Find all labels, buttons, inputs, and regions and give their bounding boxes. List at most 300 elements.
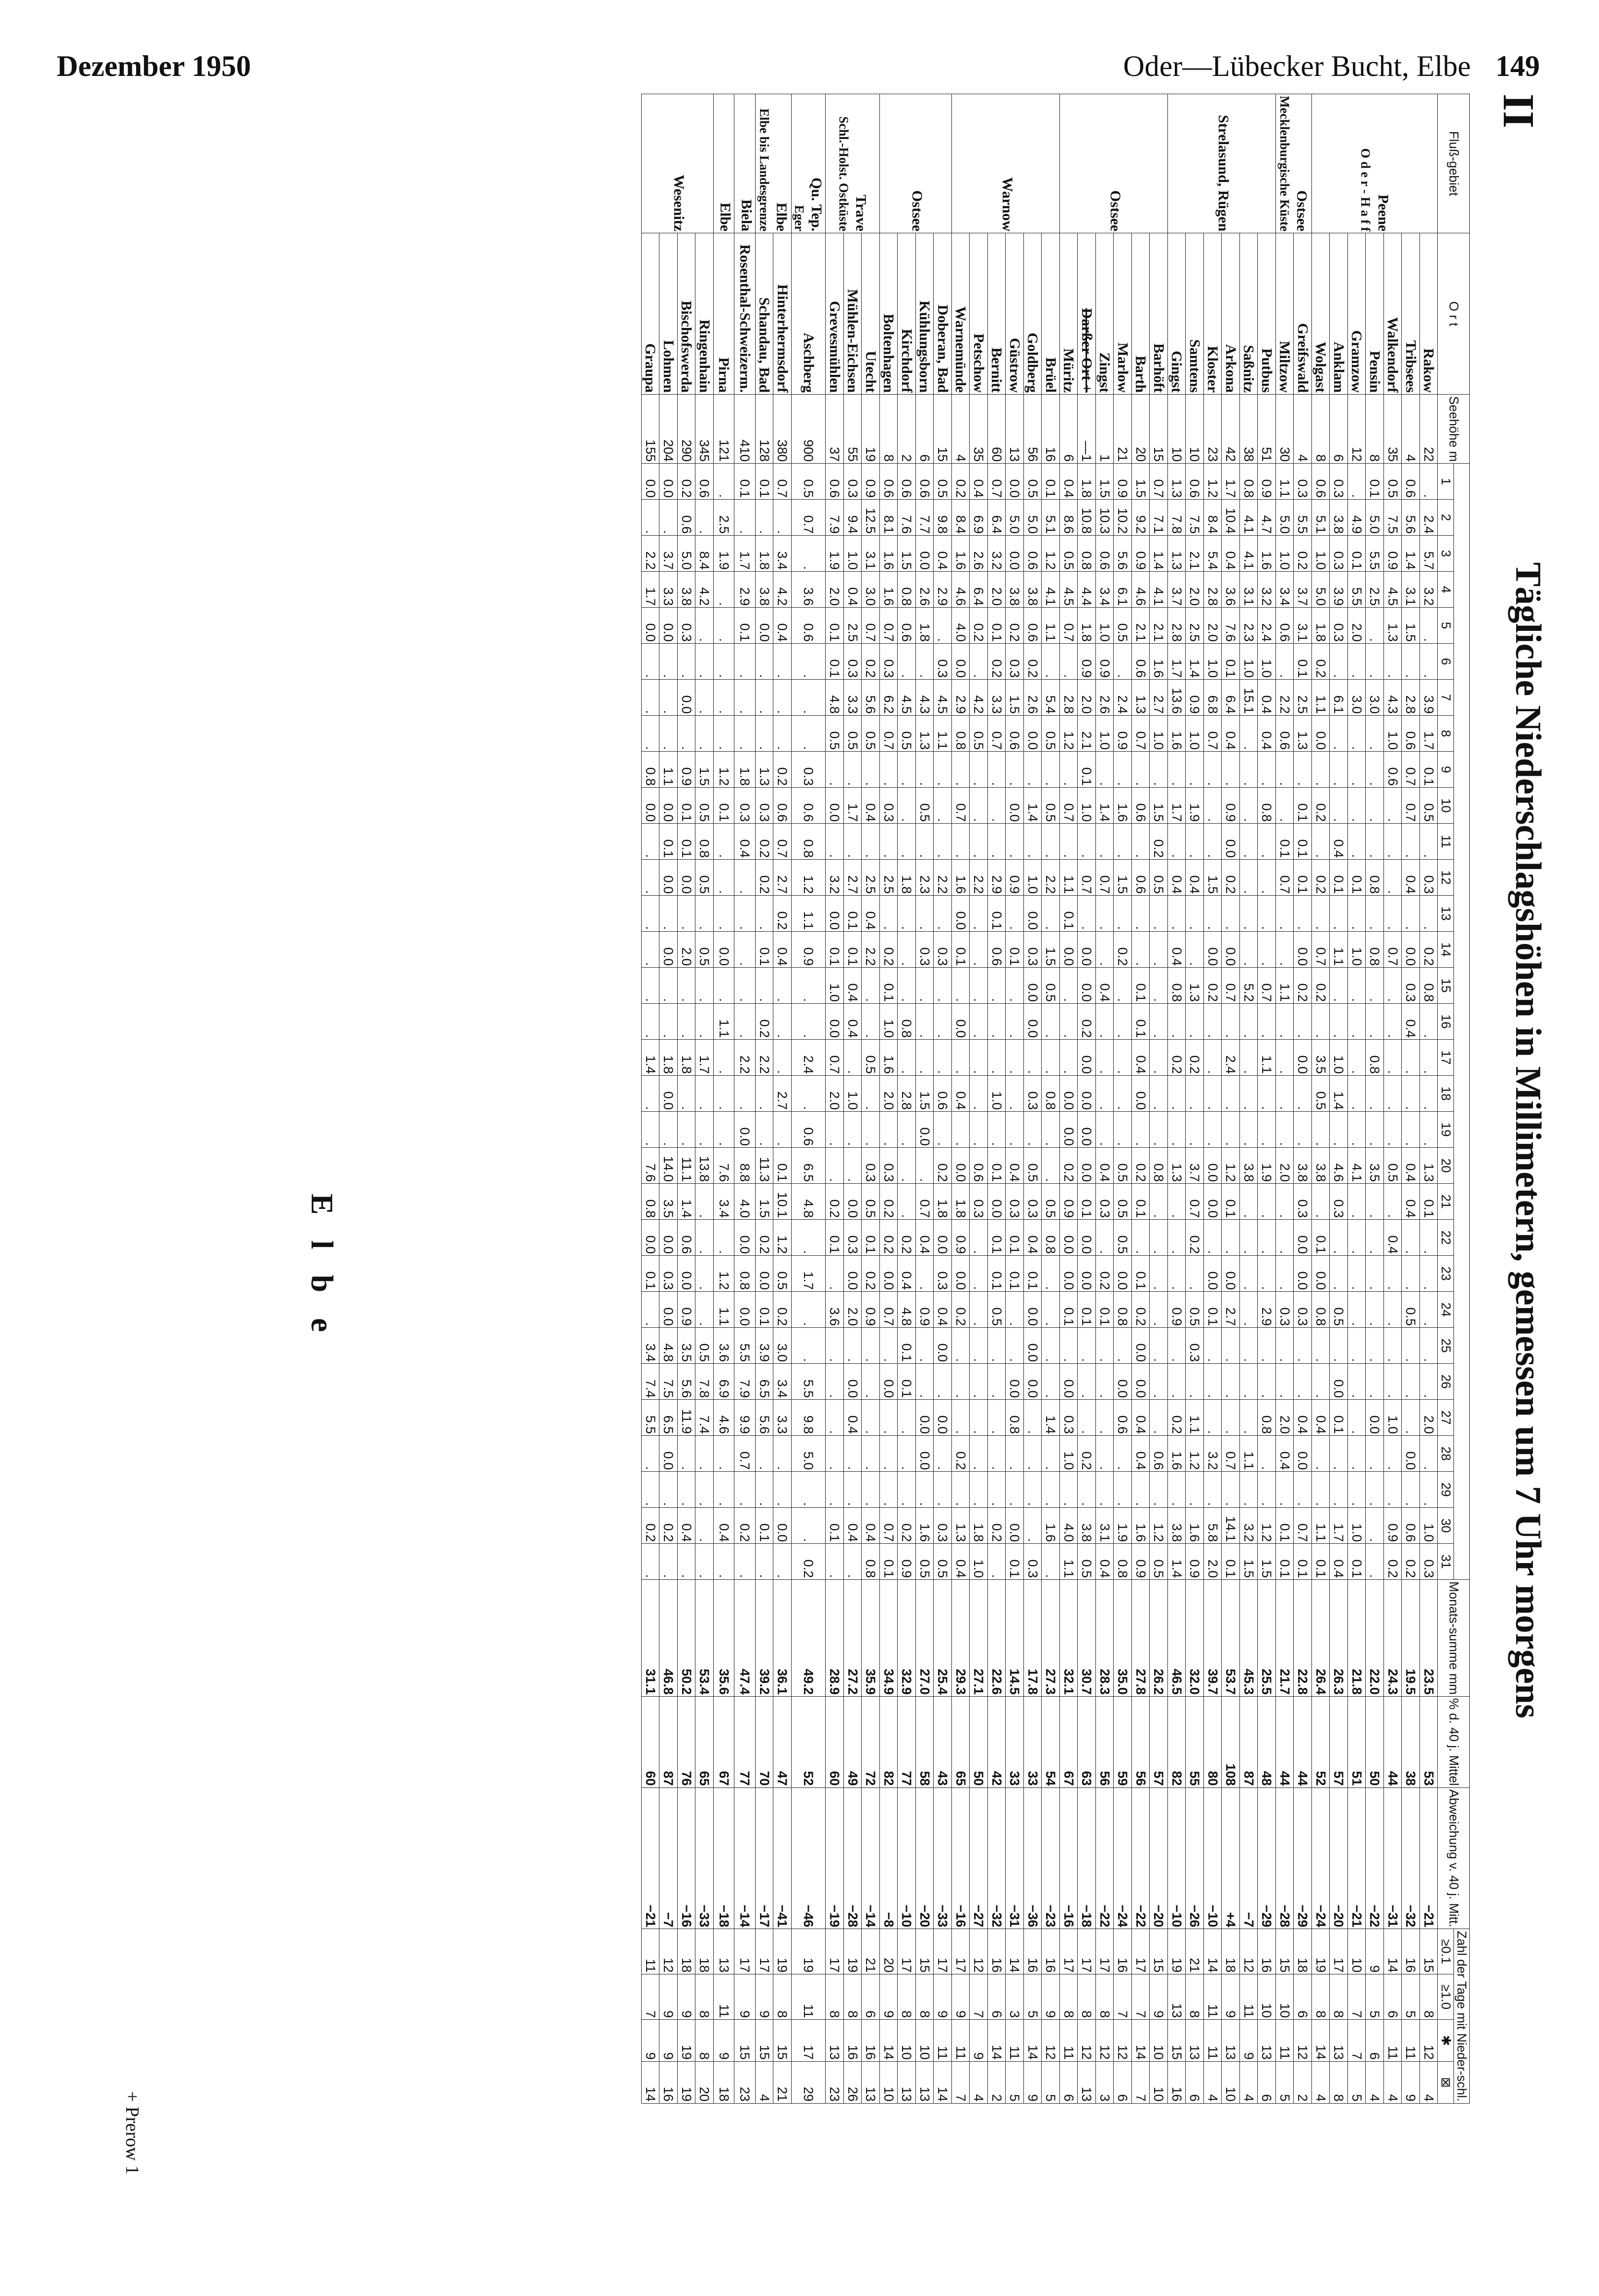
days-count: 13 (898, 2061, 916, 2103)
day-value: 1.5 (695, 752, 714, 788)
day-value: 0.2 (862, 644, 880, 680)
day-value: 0.4 (843, 968, 862, 1004)
station-name: Samtens (1186, 233, 1204, 395)
day-value: . (1383, 1076, 1402, 1112)
day-value: . (1383, 968, 1402, 1004)
day-value: . (1150, 1400, 1168, 1436)
day-value: 13.8 (695, 1148, 714, 1184)
day-value: . (1114, 1076, 1132, 1112)
day-value: . (1023, 1400, 1042, 1436)
day-value: 3.1 (1239, 572, 1258, 608)
day-value: 0.0 (1294, 1256, 1312, 1292)
day-value: . (1366, 752, 1384, 788)
day-value: . (934, 752, 952, 788)
day-value: . (1258, 824, 1276, 860)
day-value: . (1330, 1004, 1348, 1040)
day-value: . (1275, 932, 1294, 968)
monthly-sum: 53.4 (695, 1580, 714, 1697)
days-count: 8 (1095, 1974, 1114, 2020)
day-value: 1.0 (1275, 536, 1294, 572)
day-value: 1.6 (1150, 644, 1168, 680)
day-value: 0.5 (695, 1328, 714, 1364)
day-value: . (1347, 1184, 1366, 1220)
percent-of-mean: 77 (898, 1696, 916, 1787)
day-value: . (934, 824, 952, 860)
days-count: 13 (713, 1929, 734, 1974)
day-value: . (1366, 1112, 1384, 1148)
days-count: 11 (1275, 2020, 1294, 2062)
day-value: 0.8 (1042, 1220, 1060, 1256)
day-value: 0.1 (755, 464, 773, 500)
day-value: 0.5 (915, 1544, 934, 1580)
days-count: 10 (1222, 2061, 1240, 2103)
day-value: . (1419, 1076, 1438, 1112)
day-value: 0.5 (1419, 788, 1438, 824)
day-value: . (1347, 968, 1366, 1004)
day-value: . (934, 788, 952, 824)
days-count: 11 (951, 2020, 970, 2062)
day-value: . (1167, 896, 1186, 932)
day-value: 0.0 (843, 1364, 862, 1400)
day-value: 0.3 (1294, 464, 1312, 500)
day-value: 5.5 (791, 1364, 826, 1400)
day-value: . (970, 1040, 988, 1076)
day-value: 3.0 (1366, 680, 1384, 716)
days-count: 8 (898, 1974, 916, 2020)
day-value: 1.8 (755, 536, 773, 572)
monthly-sum: 27.2 (843, 1580, 862, 1697)
table-row (1275, 94, 1294, 2104)
day-value: 0.9 (1114, 464, 1132, 500)
day-value: . (862, 824, 880, 860)
day-value: 0.3 (1023, 1184, 1042, 1220)
day-value: . (713, 1112, 734, 1148)
day-value: 0.0 (1294, 1436, 1312, 1472)
day-value: 0.3 (1275, 1292, 1294, 1328)
day-value: . (791, 1292, 826, 1328)
day-value: 0.0 (641, 464, 659, 500)
day-value: 0.1 (1275, 1508, 1294, 1544)
day-value: . (879, 1112, 898, 1148)
col-day: 17 (1438, 1040, 1454, 1076)
day-value: . (1186, 932, 1204, 968)
day-value: 0.6 (677, 1220, 695, 1256)
day-value: 1.1 (1275, 464, 1294, 500)
day-value: . (898, 1112, 916, 1148)
day-value: . (1222, 896, 1240, 932)
elevation: 56 (1023, 395, 1042, 464)
header-region-text: Oder—Lübecker Bucht, Elbe (1123, 50, 1471, 82)
day-value: 1.0 (843, 536, 862, 572)
days-count: 21 (1186, 1929, 1204, 1974)
day-value: . (1383, 1436, 1402, 1472)
day-value: 0.6 (1402, 464, 1420, 500)
day-value: 0.6 (1095, 536, 1114, 572)
day-value: 0.3 (934, 932, 952, 968)
day-value: . (1114, 896, 1132, 932)
day-value: 0.4 (1006, 1148, 1024, 1184)
day-value: 3.2 (1419, 572, 1438, 608)
days-count: 19 (791, 1929, 826, 1974)
day-value: . (755, 716, 773, 752)
day-value: . (1258, 932, 1276, 968)
day-value: 4.0 (734, 1184, 756, 1220)
days-count: 9 (641, 2020, 659, 2062)
day-value: . (826, 1364, 844, 1400)
day-value: 2.2 (934, 860, 952, 896)
day-value: . (773, 1004, 792, 1040)
day-value: . (843, 1436, 862, 1472)
day-value: 0.3 (879, 1148, 898, 1184)
table-row (898, 94, 916, 2104)
day-value: . (1006, 1112, 1024, 1148)
day-value: . (755, 1472, 773, 1508)
day-value: 5.1 (1311, 500, 1330, 536)
percent-of-mean: 42 (987, 1696, 1006, 1787)
day-value: . (970, 1004, 988, 1040)
day-value: 0.8 (1366, 1040, 1384, 1076)
day-value: 0.2 (1167, 1400, 1186, 1436)
deviation: −22 (1366, 1787, 1384, 1929)
day-value: 0.5 (1330, 1292, 1348, 1328)
day-value: 3.4 (641, 1328, 659, 1364)
day-value: 0.8 (898, 572, 916, 608)
day-value: . (1366, 1220, 1384, 1256)
day-value: 0.7 (951, 788, 970, 824)
day-value: . (970, 752, 988, 788)
day-value: 0.5 (1186, 1292, 1204, 1328)
day-value: 2.8 (1059, 680, 1078, 716)
day-value: . (1203, 1472, 1222, 1508)
day-value: 3.2 (1258, 572, 1276, 608)
day-value: . (1150, 1292, 1168, 1328)
day-value: . (826, 1328, 844, 1364)
day-value: . (1239, 1328, 1258, 1364)
day-value: 1.3 (1131, 680, 1150, 716)
deviation: −33 (695, 1787, 714, 1929)
day-value: 0.9 (1131, 1544, 1150, 1580)
day-value: 0.0 (1059, 1112, 1078, 1148)
day-value: . (1402, 1112, 1420, 1148)
day-value: . (1419, 1004, 1438, 1040)
station-name: Kirchdorf (898, 233, 916, 395)
day-value: . (1150, 1112, 1168, 1148)
day-value: . (1419, 1040, 1438, 1076)
monthly-sum: 32.9 (898, 1580, 916, 1697)
percent-of-mean: 33 (1006, 1696, 1024, 1787)
day-value: . (826, 752, 844, 788)
day-value: . (1114, 1472, 1132, 1508)
day-value: 3.5 (1311, 1040, 1330, 1076)
day-value: 3.2 (1203, 1436, 1222, 1472)
day-value: 0.0 (879, 1364, 898, 1400)
day-value: 0.8 (1366, 860, 1384, 896)
day-value: 0.5 (970, 716, 988, 752)
day-value: 0.9 (862, 1292, 880, 1328)
day-value: . (773, 1040, 792, 1076)
day-value: 0.3 (734, 788, 756, 824)
days-count: 12 (659, 1929, 678, 1974)
days-count: 3 (1095, 2061, 1114, 2103)
day-value: . (755, 1112, 773, 1148)
day-value: . (773, 968, 792, 1004)
day-value: 0.0 (659, 1292, 678, 1328)
deviation: −24 (1114, 1787, 1132, 1929)
day-value: 0.0 (951, 896, 970, 932)
day-value: . (1294, 1328, 1312, 1364)
day-value: 0.3 (879, 788, 898, 824)
day-value: . (1258, 860, 1276, 896)
day-value: 0.5 (1114, 608, 1132, 644)
table-row (659, 94, 678, 2104)
deviation: −36 (1023, 1787, 1042, 1929)
elevation: 30 (1275, 395, 1294, 464)
day-value: 0.9 (1222, 788, 1240, 824)
day-value: . (1006, 968, 1024, 1004)
day-value: 0.0 (915, 1400, 934, 1436)
days-count: 14 (1311, 2020, 1330, 2062)
deviation: −31 (1006, 1787, 1024, 1929)
day-value: 0.5 (987, 1292, 1006, 1328)
col-day: 8 (1438, 716, 1454, 752)
day-value: 0.4 (1095, 968, 1114, 1004)
day-value: 0.2 (898, 1508, 916, 1544)
days-count: 8 (773, 1974, 792, 2020)
day-value: . (879, 1400, 898, 1436)
days-count: 8 (695, 2020, 714, 2062)
day-value: 0.6 (1311, 464, 1330, 500)
day-value: 5.0 (1311, 572, 1330, 608)
day-value: . (773, 644, 792, 680)
flussgebiet-cell (826, 94, 880, 233)
days-count: 8 (915, 1974, 934, 2020)
day-value: 0.0 (1023, 1328, 1042, 1364)
day-value: 0.0 (641, 788, 659, 824)
day-value: 7.5 (659, 1364, 678, 1400)
day-value: 3.8 (1078, 1508, 1096, 1544)
day-value: . (1239, 788, 1258, 824)
day-value: 0.2 (1078, 1436, 1096, 1472)
day-value: . (1239, 1004, 1258, 1040)
flussgebiet-cell (1275, 94, 1311, 233)
day-value: . (1311, 1112, 1330, 1148)
day-value: 4.4 (1078, 572, 1096, 608)
day-value: 0.1 (1311, 1220, 1330, 1256)
day-value: . (1383, 1472, 1402, 1508)
sub-basin-label: Ostsee (1294, 190, 1310, 232)
day-value: . (843, 1148, 862, 1184)
day-value: . (1275, 788, 1294, 824)
day-value: . (773, 680, 792, 716)
day-value: 5.6 (1114, 536, 1132, 572)
day-value: . (1095, 1364, 1114, 1400)
day-value: 0.1 (1330, 1400, 1348, 1436)
day-value: 0.0 (826, 788, 844, 824)
day-value: . (1311, 1436, 1330, 1472)
day-value: . (1114, 644, 1132, 680)
elevation: 10 (1186, 395, 1204, 464)
day-value: . (1347, 1220, 1366, 1256)
basin-label: Eger (792, 205, 806, 232)
day-value: . (1078, 1472, 1096, 1508)
day-value: . (1258, 1112, 1276, 1148)
day-value: . (898, 1436, 916, 1472)
elevation: 35 (1383, 395, 1402, 464)
table-row (713, 94, 734, 2104)
day-value: . (755, 500, 773, 536)
col-day: 23 (1438, 1256, 1454, 1292)
day-value: . (755, 680, 773, 716)
elevation: 204 (659, 395, 678, 464)
day-value: 0.1 (1294, 788, 1312, 824)
day-value: 0.0 (915, 1436, 934, 1472)
day-value: . (1222, 1112, 1240, 1148)
day-value: 0.1 (826, 644, 844, 680)
day-value: . (734, 896, 756, 932)
flussgebiet-cell (755, 94, 791, 233)
day-value: 0.0 (1023, 896, 1042, 932)
day-value: 1.0 (1186, 716, 1204, 752)
day-value: 2.0 (826, 572, 844, 608)
percent-of-mean: 60 (826, 1696, 844, 1787)
day-value: . (1347, 1292, 1366, 1328)
day-value: 0.0 (1114, 1364, 1132, 1400)
day-value: 2.9 (1258, 1292, 1276, 1328)
day-value: 0.0 (1078, 1040, 1096, 1076)
day-value: . (734, 860, 756, 896)
day-value: . (1239, 1184, 1258, 1220)
day-value: . (1402, 1256, 1420, 1292)
percent-of-mean: 57 (1330, 1696, 1348, 1787)
day-value: 3.8 (1167, 1508, 1186, 1544)
day-value: 0.5 (1023, 464, 1042, 500)
day-value: 0.0 (987, 1184, 1006, 1220)
days-count: 13 (1222, 2020, 1240, 2062)
day-value: 2.0 (1275, 1148, 1294, 1184)
days-count: 18 (1294, 1929, 1312, 1974)
col-day: 27 (1438, 1400, 1454, 1436)
day-value: . (641, 968, 659, 1004)
day-value: 0.7 (773, 464, 792, 500)
col-day: 25 (1438, 1328, 1454, 1364)
day-value: 0.9 (915, 1292, 934, 1328)
day-value: 2.7 (843, 860, 862, 896)
day-value: . (1023, 1472, 1042, 1508)
day-value: . (898, 1472, 916, 1508)
day-value: . (915, 968, 934, 1004)
station-name: Rakow (1419, 233, 1438, 395)
days-count: 6 (1059, 2061, 1078, 2103)
day-value: 11.3 (755, 1148, 773, 1184)
day-value: 4.2 (773, 572, 792, 608)
day-value: 1.5 (1402, 608, 1420, 644)
day-value: 0.2 (1095, 1256, 1114, 1292)
elevation: 37 (826, 395, 844, 464)
days-count: 11 (1239, 1974, 1258, 2020)
day-value: 2.0 (826, 1076, 844, 1112)
day-value: 1.7 (1330, 1508, 1348, 1544)
day-value: . (1186, 1472, 1204, 1508)
day-value: 10.4 (1222, 500, 1240, 536)
day-value: 0.0 (879, 1256, 898, 1292)
day-value: . (1042, 896, 1060, 932)
day-value: 1.1 (1258, 1040, 1276, 1076)
day-value: . (1114, 1328, 1132, 1364)
day-value: 0.3 (843, 464, 862, 500)
day-value: 0.2 (773, 752, 792, 788)
day-value: 0.6 (826, 464, 844, 500)
day-value: 0.6 (791, 1112, 826, 1148)
day-value: . (1239, 1472, 1258, 1508)
days-count: 2 (1294, 2061, 1312, 2103)
day-value: . (1150, 1472, 1168, 1508)
day-value: . (1095, 932, 1114, 968)
day-value: 0.7 (987, 716, 1006, 752)
day-value: 0.1 (1078, 752, 1096, 788)
table-row (695, 94, 714, 2104)
day-value: 0.7 (773, 824, 792, 860)
day-value: . (1347, 1436, 1366, 1472)
day-value: . (1347, 752, 1366, 788)
day-value: 4.3 (915, 680, 934, 716)
monthly-sum: 35.9 (862, 1580, 880, 1697)
day-value: 1.0 (1023, 860, 1042, 896)
day-value: . (1258, 1184, 1276, 1220)
day-value: . (641, 1112, 659, 1148)
day-value: . (1419, 644, 1438, 680)
day-value: . (791, 1328, 826, 1364)
day-value: 2.5 (862, 860, 880, 896)
day-value: . (695, 500, 714, 536)
day-value: 0.2 (755, 860, 773, 896)
percent-of-mean: 54 (1042, 1696, 1060, 1787)
flussgebiet-cell (879, 94, 951, 233)
day-value: . (1006, 1004, 1024, 1040)
table-row (1186, 94, 1204, 2104)
day-value: 0.2 (1203, 968, 1222, 1004)
monthly-sum: 35.0 (1114, 1580, 1132, 1697)
day-value: . (734, 968, 756, 1004)
day-value: . (1275, 1328, 1294, 1364)
day-value: . (1347, 788, 1366, 824)
day-value: 0.8 (898, 1004, 916, 1040)
days-count: 8 (1330, 1974, 1348, 2020)
day-value: 0.0 (677, 1256, 695, 1292)
day-value: . (1042, 1328, 1060, 1364)
table-row (1059, 94, 1078, 2104)
day-value: . (1222, 1364, 1240, 1400)
day-value: 0.2 (1131, 1292, 1150, 1328)
day-value: 0.6 (695, 464, 714, 500)
day-value: 1.3 (755, 752, 773, 788)
day-value: . (1059, 644, 1078, 680)
day-value: . (659, 896, 678, 932)
days-count: 2 (987, 2061, 1006, 2103)
elevation: 4 (1402, 395, 1420, 464)
day-value: . (826, 824, 844, 860)
day-value: 1.5 (1203, 860, 1222, 896)
days-count: 17 (755, 1929, 773, 1974)
day-value: 0.6 (1275, 716, 1294, 752)
station-name: Pensin (1366, 233, 1384, 395)
day-value: . (1347, 1004, 1366, 1040)
day-value: 0.2 (755, 1004, 773, 1040)
days-count: 9 (1023, 2061, 1042, 2103)
day-value: 8.1 (879, 500, 898, 536)
day-value: . (1402, 824, 1420, 860)
sub-basin-label: Ostsee (1107, 190, 1124, 232)
day-value: 0.5 (1402, 1292, 1420, 1328)
